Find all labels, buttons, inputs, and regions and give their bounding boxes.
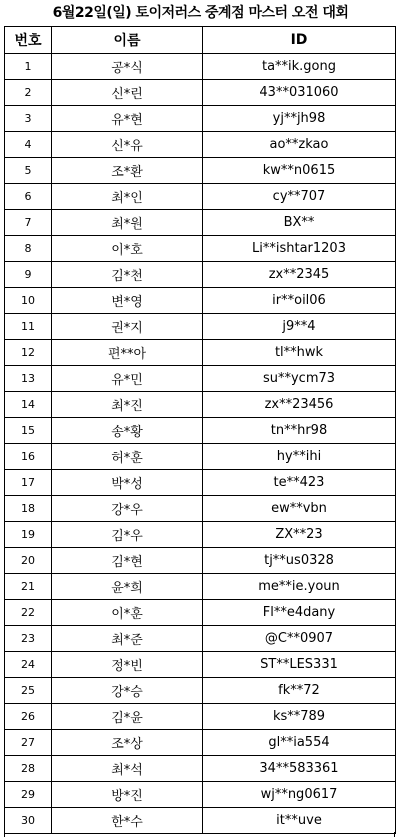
participant-name: 편**아 [52, 340, 203, 366]
participant-name: 김*현 [52, 548, 203, 574]
participant-id: ir**oil06 [203, 288, 396, 314]
row-number: 27 [5, 730, 52, 756]
participant-id: j9**4 [203, 314, 396, 340]
participant-name: 조*상 [52, 730, 203, 756]
participant-id: wj**ng0617 [203, 782, 396, 808]
participant-name: 김*천 [52, 262, 203, 288]
participant-name: 최*원 [52, 210, 203, 236]
table-row [5, 236, 396, 262]
participant-id: Fl**e4dany [203, 600, 396, 626]
row-number: 12 [5, 340, 52, 366]
participant-id: zx**2345 [203, 262, 396, 288]
row-number: 1 [5, 54, 52, 80]
row-number: 15 [5, 418, 52, 444]
participant-name: 송*황 [52, 418, 203, 444]
row-number: 16 [5, 444, 52, 470]
table-row [5, 574, 396, 600]
table-row [5, 288, 396, 314]
row-number: 9 [5, 262, 52, 288]
participant-name: 방*진 [52, 782, 203, 808]
row-number: 5 [5, 158, 52, 184]
row-number: 23 [5, 626, 52, 652]
participant-name: 한*수 [52, 808, 203, 834]
participant-id: cy**707 [203, 184, 396, 210]
row-number: 6 [5, 184, 52, 210]
participant-name: 강*우 [52, 496, 203, 522]
participant-table [4, 26, 396, 834]
table-row [5, 366, 396, 392]
participant-name: 윤*희 [52, 574, 203, 600]
table-header-row [5, 27, 396, 54]
row-number: 7 [5, 210, 52, 236]
participant-name: 박*성 [52, 470, 203, 496]
participant-id: yj**jh98 [203, 106, 396, 132]
participant-name: 유*민 [52, 366, 203, 392]
row-number: 3 [5, 106, 52, 132]
participant-name: 김*윤 [52, 704, 203, 730]
table-row [5, 132, 396, 158]
table-row [5, 652, 396, 678]
participant-id: zx**23456 [203, 392, 396, 418]
participant-id: ew**vbn [203, 496, 396, 522]
participant-name: 최*석 [52, 756, 203, 782]
table-row [5, 80, 396, 106]
table-continuation-edge [4, 832, 395, 837]
row-number: 19 [5, 522, 52, 548]
participant-name: 변*영 [52, 288, 203, 314]
table-body [5, 54, 396, 834]
table-row [5, 418, 396, 444]
row-number: 8 [5, 236, 52, 262]
row-number: 14 [5, 392, 52, 418]
participant-id: @C**0907 [203, 626, 396, 652]
participant-name: 이*훈 [52, 600, 203, 626]
row-number: 24 [5, 652, 52, 678]
row-number: 18 [5, 496, 52, 522]
participant-name: 정*빈 [52, 652, 203, 678]
participant-name: 강*승 [52, 678, 203, 704]
table-row [5, 522, 396, 548]
table-row [5, 158, 396, 184]
row-number: 2 [5, 80, 52, 106]
participant-id: 43**031060 [203, 80, 396, 106]
table-row [5, 444, 396, 470]
row-number: 20 [5, 548, 52, 574]
row-number: 26 [5, 704, 52, 730]
row-number: 11 [5, 314, 52, 340]
row-number: 28 [5, 756, 52, 782]
table-row [5, 392, 396, 418]
table-row [5, 210, 396, 236]
participant-id: tj**us0328 [203, 548, 396, 574]
participant-id: su**ycm73 [203, 366, 396, 392]
participant-id: ks**789 [203, 704, 396, 730]
participant-name: 허*훈 [52, 444, 203, 470]
table-row [5, 704, 396, 730]
row-number: 30 [5, 808, 52, 834]
participant-id: me**ie.youn [203, 574, 396, 600]
participant-id: gl**ia554 [203, 730, 396, 756]
row-number: 13 [5, 366, 52, 392]
participant-name: 권*지 [52, 314, 203, 340]
participant-name: 신*린 [52, 80, 203, 106]
row-number: 22 [5, 600, 52, 626]
participant-name: 이*호 [52, 236, 203, 262]
page-title: 6월22일(일) 토이저러스 중계점 마스터 오전 대회 [52, 5, 349, 21]
participant-name: 조*환 [52, 158, 203, 184]
participant-id: fk**72 [203, 678, 396, 704]
participant-id: ta**ik.gong [203, 54, 396, 80]
row-number: 29 [5, 782, 52, 808]
participant-id: ZX**23 [203, 522, 396, 548]
participant-id: te**423 [203, 470, 396, 496]
row-number: 21 [5, 574, 52, 600]
row-number: 25 [5, 678, 52, 704]
participant-id: it**uve [203, 808, 396, 834]
table-row [5, 340, 396, 366]
table-row [5, 496, 396, 522]
table-row [5, 548, 396, 574]
participant-name: 김*우 [52, 522, 203, 548]
column-header-number: 번호 [5, 27, 52, 54]
participant-id: tl**hwk [203, 340, 396, 366]
column-header-id: ID [203, 27, 396, 54]
participant-name: 최*진 [52, 392, 203, 418]
table-row [5, 730, 396, 756]
table-row [5, 262, 396, 288]
table-row [5, 184, 396, 210]
table-row [5, 470, 396, 496]
participant-id: ao**zkao [203, 132, 396, 158]
participant-name: 최*인 [52, 184, 203, 210]
table-row [5, 678, 396, 704]
participant-id: hy**ihi [203, 444, 396, 470]
table-row [5, 782, 396, 808]
participant-id: 34**583361 [203, 756, 396, 782]
row-number: 10 [5, 288, 52, 314]
table-row [5, 314, 396, 340]
table-row [5, 808, 396, 834]
participant-id: tn**hr98 [203, 418, 396, 444]
table-row [5, 756, 396, 782]
row-number: 17 [5, 470, 52, 496]
table-row [5, 600, 396, 626]
table-row [5, 626, 396, 652]
participant-name: 공*식 [52, 54, 203, 80]
table-row [5, 106, 396, 132]
participant-id: ST**LES331 [203, 652, 396, 678]
participant-id: kw**n0615 [203, 158, 396, 184]
participant-name: 신*유 [52, 132, 203, 158]
participant-id: BX** [203, 210, 396, 236]
row-number: 4 [5, 132, 52, 158]
participant-name: 최*준 [52, 626, 203, 652]
table-row [5, 54, 396, 80]
participant-name: 유*현 [52, 106, 203, 132]
column-header-name: 이름 [52, 27, 203, 54]
participant-id: Li**ishtar1203 [203, 236, 396, 262]
